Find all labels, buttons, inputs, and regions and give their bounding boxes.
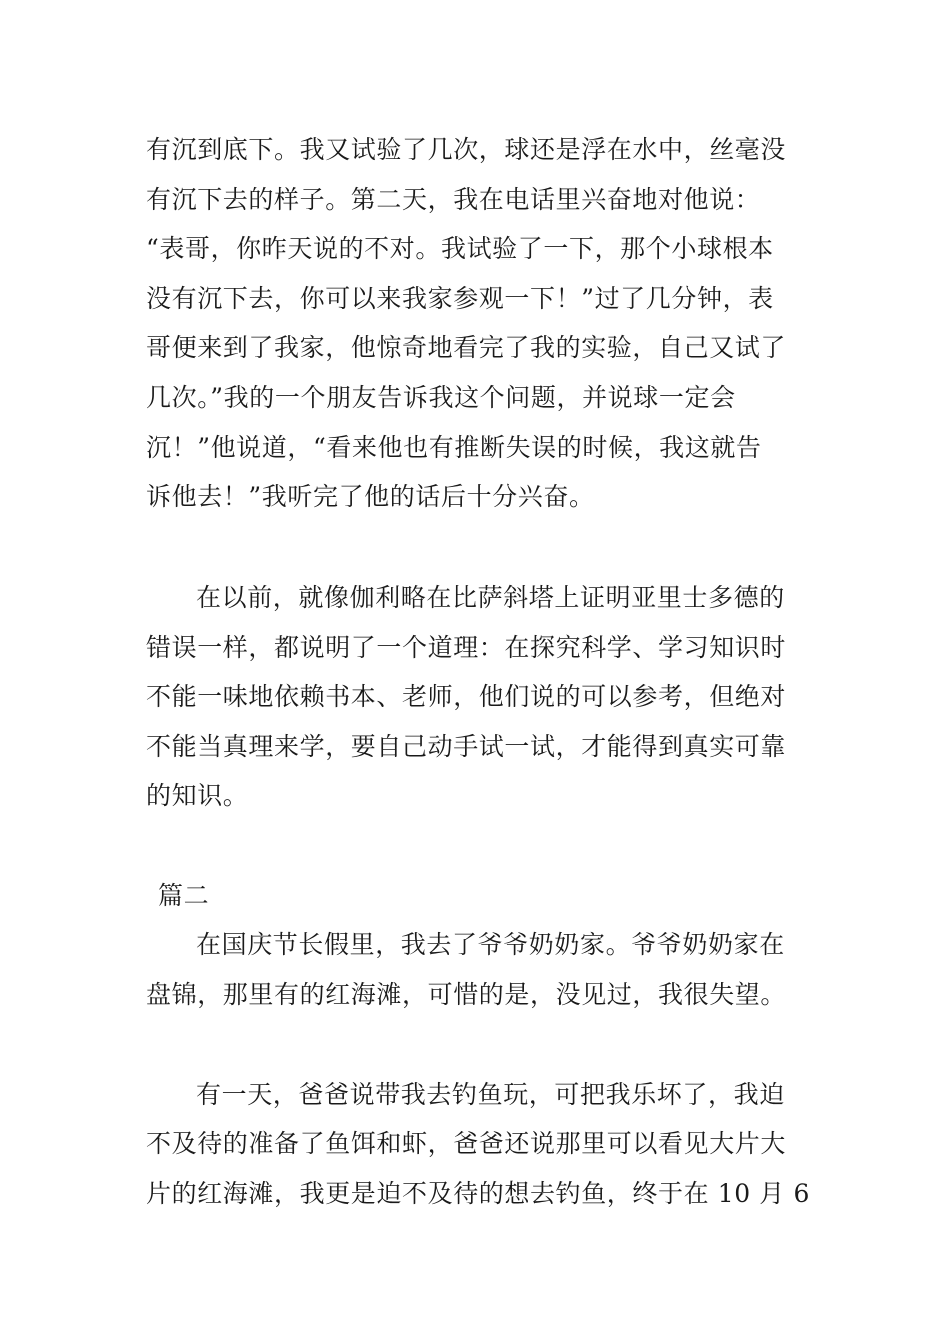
paragraph-3-line-1: 在国庆节长假里，我去了爷爷奶奶家。爷爷奶奶家在	[196, 930, 785, 959]
section-heading: 篇二	[158, 881, 210, 910]
paragraph-4-line-3: 片的红海滩，我更是迫不及待的想去钓鱼，终于在 10 月 6	[146, 1179, 810, 1208]
paragraph-2-line-5: 的知识。	[146, 781, 249, 810]
paragraph-2-line-1: 在以前，就像伽利略在比萨斜塔上证明亚里士多德的	[196, 583, 785, 612]
paragraph-1-line-6: 几次。”我的一个朋友告诉我这个问题，并说球一定会	[146, 383, 736, 412]
paragraph-4-line-1: 有一天，爸爸说带我去钓鱼玩，可把我乐坏了，我迫	[196, 1080, 785, 1109]
paragraph-4-line-2: 不及待的准备了鱼饵和虾，爸爸还说那里可以看见大片大	[146, 1129, 787, 1158]
paragraph-2-line-3: 不能一味地依赖书本、老师，他们说的可以参考，但绝对	[146, 682, 787, 711]
paragraph-1-line-2: 有沉下去的样子。第二天，我在电话里兴奋地对他说：	[146, 185, 761, 214]
paragraph-1-line-4: 没有沉下去，你可以来我家参观一下！”过了几分钟，表	[146, 284, 774, 313]
paragraph-1-line-1: 有沉到底下。我又试验了几次，球还是浮在水中，丝毫没	[146, 135, 787, 164]
paragraph-2-line-2: 错误一样，都说明了一个道理：在探究科学、学习知识时	[146, 633, 787, 662]
paragraph-1-line-3: “表哥，你昨天说的不对。我试验了一下，那个小球根本	[146, 234, 774, 263]
paragraph-1-line-8: 诉他去！”我听完了他的话后十分兴奋。	[146, 482, 595, 511]
paragraph-1-line-5: 哥便来到了我家，他惊奇地看完了我的实验，自己又试了	[146, 333, 787, 362]
paragraph-3-line-2: 盘锦，那里有的红海滩，可惜的是，没见过，我很失望。	[146, 980, 787, 1009]
paragraph-1-line-7: 沉！”他说道，“看来他也有推断失误的时候，我这就告	[146, 433, 762, 462]
paragraph-2-line-4: 不能当真理来学，要自己动手试一试，才能得到真实可靠	[146, 732, 787, 761]
